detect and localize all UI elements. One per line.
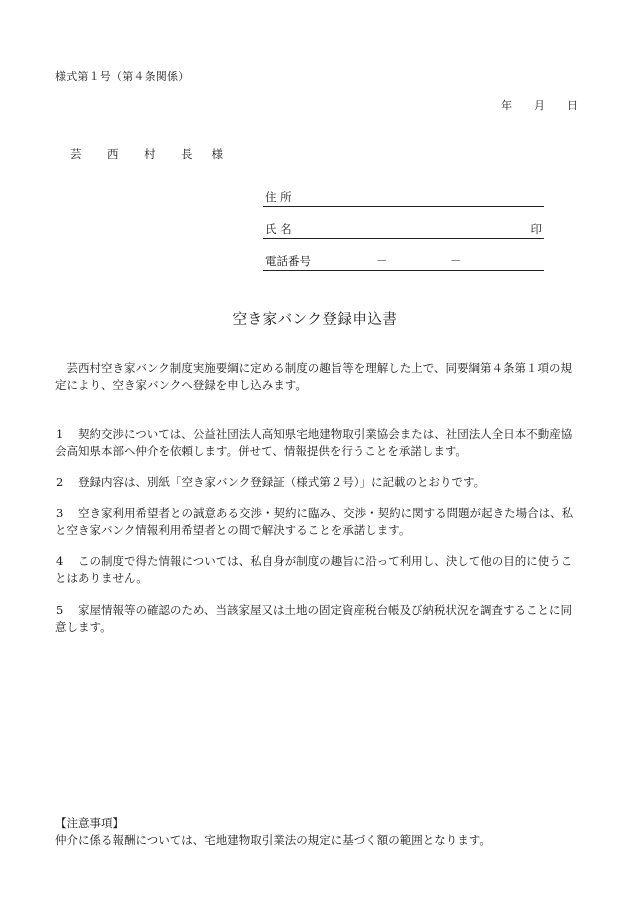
seal-mark: 印	[530, 222, 542, 236]
clause-3	[55, 505, 579, 539]
intro-paragraph: 芸西村空き家バンク制度実施要綱に定める制度の趣旨等を理解した上で、同要綱第４条第１項の規定により、空き家バンクへ登録を申し込みます。	[55, 361, 573, 392]
address-label: 住 所	[265, 190, 292, 204]
clause-number: 5	[56, 603, 64, 617]
form-number: 様式第１号（第４条関係）	[55, 70, 190, 83]
phone-separator-2: －	[450, 254, 462, 268]
clause-number: 2	[56, 475, 64, 489]
clause-1	[55, 426, 579, 460]
addressee-honorific: 様	[211, 147, 230, 161]
clause-number: 1	[56, 427, 64, 441]
notes-heading: 【注意事項】	[55, 816, 124, 830]
clause-text: 家屋情報等の確認のため、当該家屋又は土地の固定資産税台帳及び納税状況を調査することに同意します。	[55, 603, 573, 634]
clause-4	[55, 553, 579, 587]
phone-field[interactable]	[263, 254, 544, 271]
clause-number: 4	[56, 554, 64, 568]
phone-separator-1: －	[376, 254, 388, 268]
addressee-name: 芸 西 村 長	[70, 147, 200, 161]
date-line	[501, 97, 578, 113]
clause-text: 登録内容は、別紙「空き家バンク登録証（様式第２号）」に記載のとおりです。	[78, 475, 486, 489]
clause-2	[55, 474, 579, 491]
clause-text: 空き家利用希望者との誠意ある交渉・契約に臨み、交渉・契約に関する問題が起きた場合は、私と空き家バンク情報利用希望者との間で解決することを承諾します。	[55, 506, 574, 537]
document-title: 空き家バンク登録申込書	[232, 312, 398, 328]
address-field[interactable]	[263, 190, 544, 207]
date-day: 日	[567, 99, 578, 112]
addressee	[70, 146, 230, 162]
clause-text: 契約交渉については、公益社団法人高知県宅地建物取引業協会または、社団法人全日本不動産協会高知県本部へ仲介を依頼します。併せて、情報提供を行うことを承諾します。	[55, 427, 573, 458]
name-field[interactable]	[263, 222, 544, 239]
clause-number: 3	[56, 506, 64, 520]
notes-body: 仲介に係る報酬については、宅地建物取引業法の規定に基づく額の範囲となります。	[55, 833, 491, 847]
clause-text: この制度で得た情報については、私自身が制度の趣旨に沿って利用し、決して他の目的に使うことはありません。	[55, 554, 573, 585]
clause-5	[55, 602, 579, 636]
phone-label: 電話番号	[265, 254, 311, 268]
name-label: 氏 名	[265, 222, 292, 236]
date-month: 月	[534, 99, 545, 112]
date-year: 年	[501, 99, 512, 112]
